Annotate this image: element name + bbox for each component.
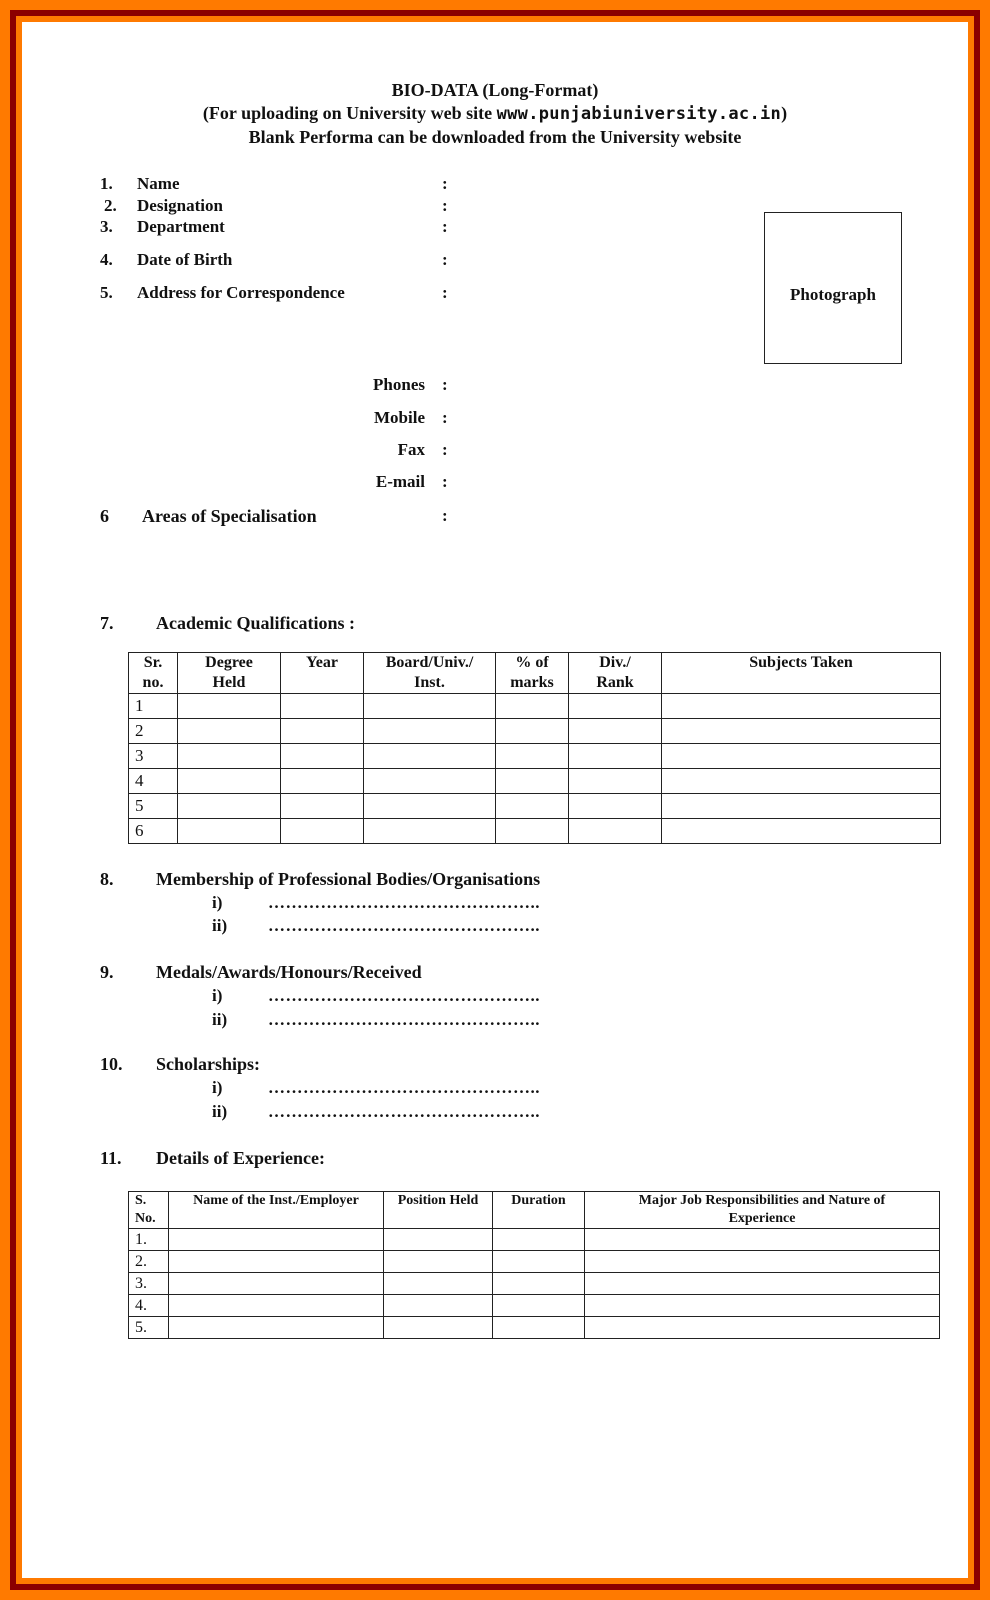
table-row: 4 <box>129 769 941 794</box>
academic-header-row <box>129 653 941 694</box>
experience-table <box>128 1191 940 1339</box>
table-row: 1. <box>129 1229 940 1251</box>
col-s-no: S. No. <box>129 1192 169 1229</box>
table-row: 4. <box>129 1295 940 1317</box>
academic-heading: Academic Qualifications : <box>156 613 355 633</box>
medals-line-1[interactable]: ……………………………………….. <box>268 986 540 1005</box>
university-url[interactable]: www.punjabiuniversity.ac.in <box>496 104 782 124</box>
table-row: 3. <box>129 1273 940 1295</box>
col-subjects-taken: Subjects Taken <box>662 653 941 694</box>
table-row: 5. <box>129 1317 940 1339</box>
email-label: E-mail <box>375 472 425 491</box>
section-7-number: 7. <box>100 613 114 633</box>
col-year: Year <box>281 653 364 694</box>
membership-line-2[interactable]: ……………………………………….. <box>268 916 540 935</box>
table-row: 5 <box>129 794 941 819</box>
scholarships-line-2[interactable]: ……………………………………….. <box>268 1102 540 1121</box>
experience-heading: Details of Experience: <box>156 1148 325 1168</box>
form-title: BIO-DATA (Long-Format) <box>391 80 599 100</box>
col-sr-no: Sr. no. <box>129 653 178 694</box>
section-8-number: 8. <box>100 869 114 889</box>
membership-line-1[interactable]: ……………………………………….. <box>268 893 540 912</box>
col-degree-held: Degree Held <box>178 653 281 694</box>
experience-header-row <box>129 1192 940 1229</box>
table-row: 3 <box>129 744 941 769</box>
col-duration: Duration <box>493 1192 585 1229</box>
scholarships-heading: Scholarships: <box>156 1054 261 1074</box>
download-note: Blank Performa can be downloaded from the University website <box>248 127 742 147</box>
medals-line-2[interactable]: ……………………………………….. <box>268 1010 540 1029</box>
col-div-rank: Div./ Rank <box>569 653 662 694</box>
scholarships-line-1[interactable]: ……………………………………….. <box>268 1078 540 1097</box>
section-11-number: 11. <box>100 1148 122 1168</box>
table-row: 2 <box>129 719 941 744</box>
membership-heading: Membership of Professional Bodies/Organisations <box>156 869 541 889</box>
phones-label: Phones <box>373 375 425 394</box>
table-row: 6 <box>129 819 941 844</box>
academic-table <box>128 652 941 844</box>
mobile-label: Mobile <box>374 408 425 427</box>
fax-label: Fax <box>397 440 425 459</box>
col-position-held: Position Held <box>384 1192 493 1229</box>
medals-heading: Medals/Awards/Honours/Received <box>156 962 422 982</box>
table-row: 1 <box>129 694 941 719</box>
col-percent-marks: % of marks <box>496 653 569 694</box>
table-row: 2. <box>129 1251 940 1273</box>
section-9-number: 9. <box>100 962 114 982</box>
photograph-label: Photograph <box>790 285 876 304</box>
col-board-univ: Board/Univ./ Inst. <box>364 653 496 694</box>
upload-note: (For uploading on University web site www.punjabiuniversity.ac.in) <box>202 103 788 124</box>
section-10-number: 10. <box>100 1054 123 1074</box>
photograph-box[interactable] <box>764 212 902 364</box>
col-employer: Name of the Inst./Employer <box>169 1192 384 1229</box>
col-responsibilities: Major Job Responsibilities and Nature of Experience <box>585 1192 940 1229</box>
